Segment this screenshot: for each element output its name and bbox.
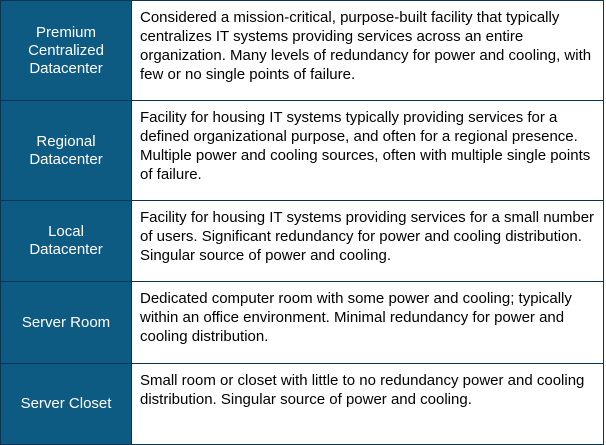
row-description-server-room: Dedicated computer room with some power and cooling; typically within an office environment. Minimal redundancy for power and cooling distribution. xyxy=(132,282,604,364)
table-row xyxy=(1,282,604,364)
row-label-premium-centralized-datacenter: Premium Centralized Datacenter xyxy=(1,1,132,101)
row-description-local-datacenter: Facility for housing IT systems providing services for a small number of users. Significant redundancy for power and cooling distribution. Singular source of power and cooling. xyxy=(132,201,604,282)
row-description-premium-centralized-datacenter: Considered a mission-critical, purpose-built facility that typically centralizes IT systems providing services across an entire organization. Many levels of redundancy for power and cooling, with few or no single points of failure. xyxy=(132,1,604,101)
table-body xyxy=(1,1,604,445)
row-label-server-closet: Server Closet xyxy=(1,364,132,445)
row-description-regional-datacenter: Facility for housing IT systems typically providing services for a defined organizational purpose, and often for a regional presence. Multiple power and cooling sources, often with multiple single points of failure. xyxy=(132,101,604,201)
row-label-server-room: Server Room xyxy=(1,282,132,364)
row-label-regional-datacenter: Regional Datacenter xyxy=(1,101,132,201)
table-row xyxy=(1,101,604,201)
row-label-local-datacenter: Local Datacenter xyxy=(1,201,132,282)
table-row xyxy=(1,1,604,101)
row-description-server-closet: Small room or closet with little to no redundancy power and cooling distribution. Singular source of power and cooling. xyxy=(132,364,604,445)
table-row xyxy=(1,364,604,445)
table-row xyxy=(1,201,604,282)
